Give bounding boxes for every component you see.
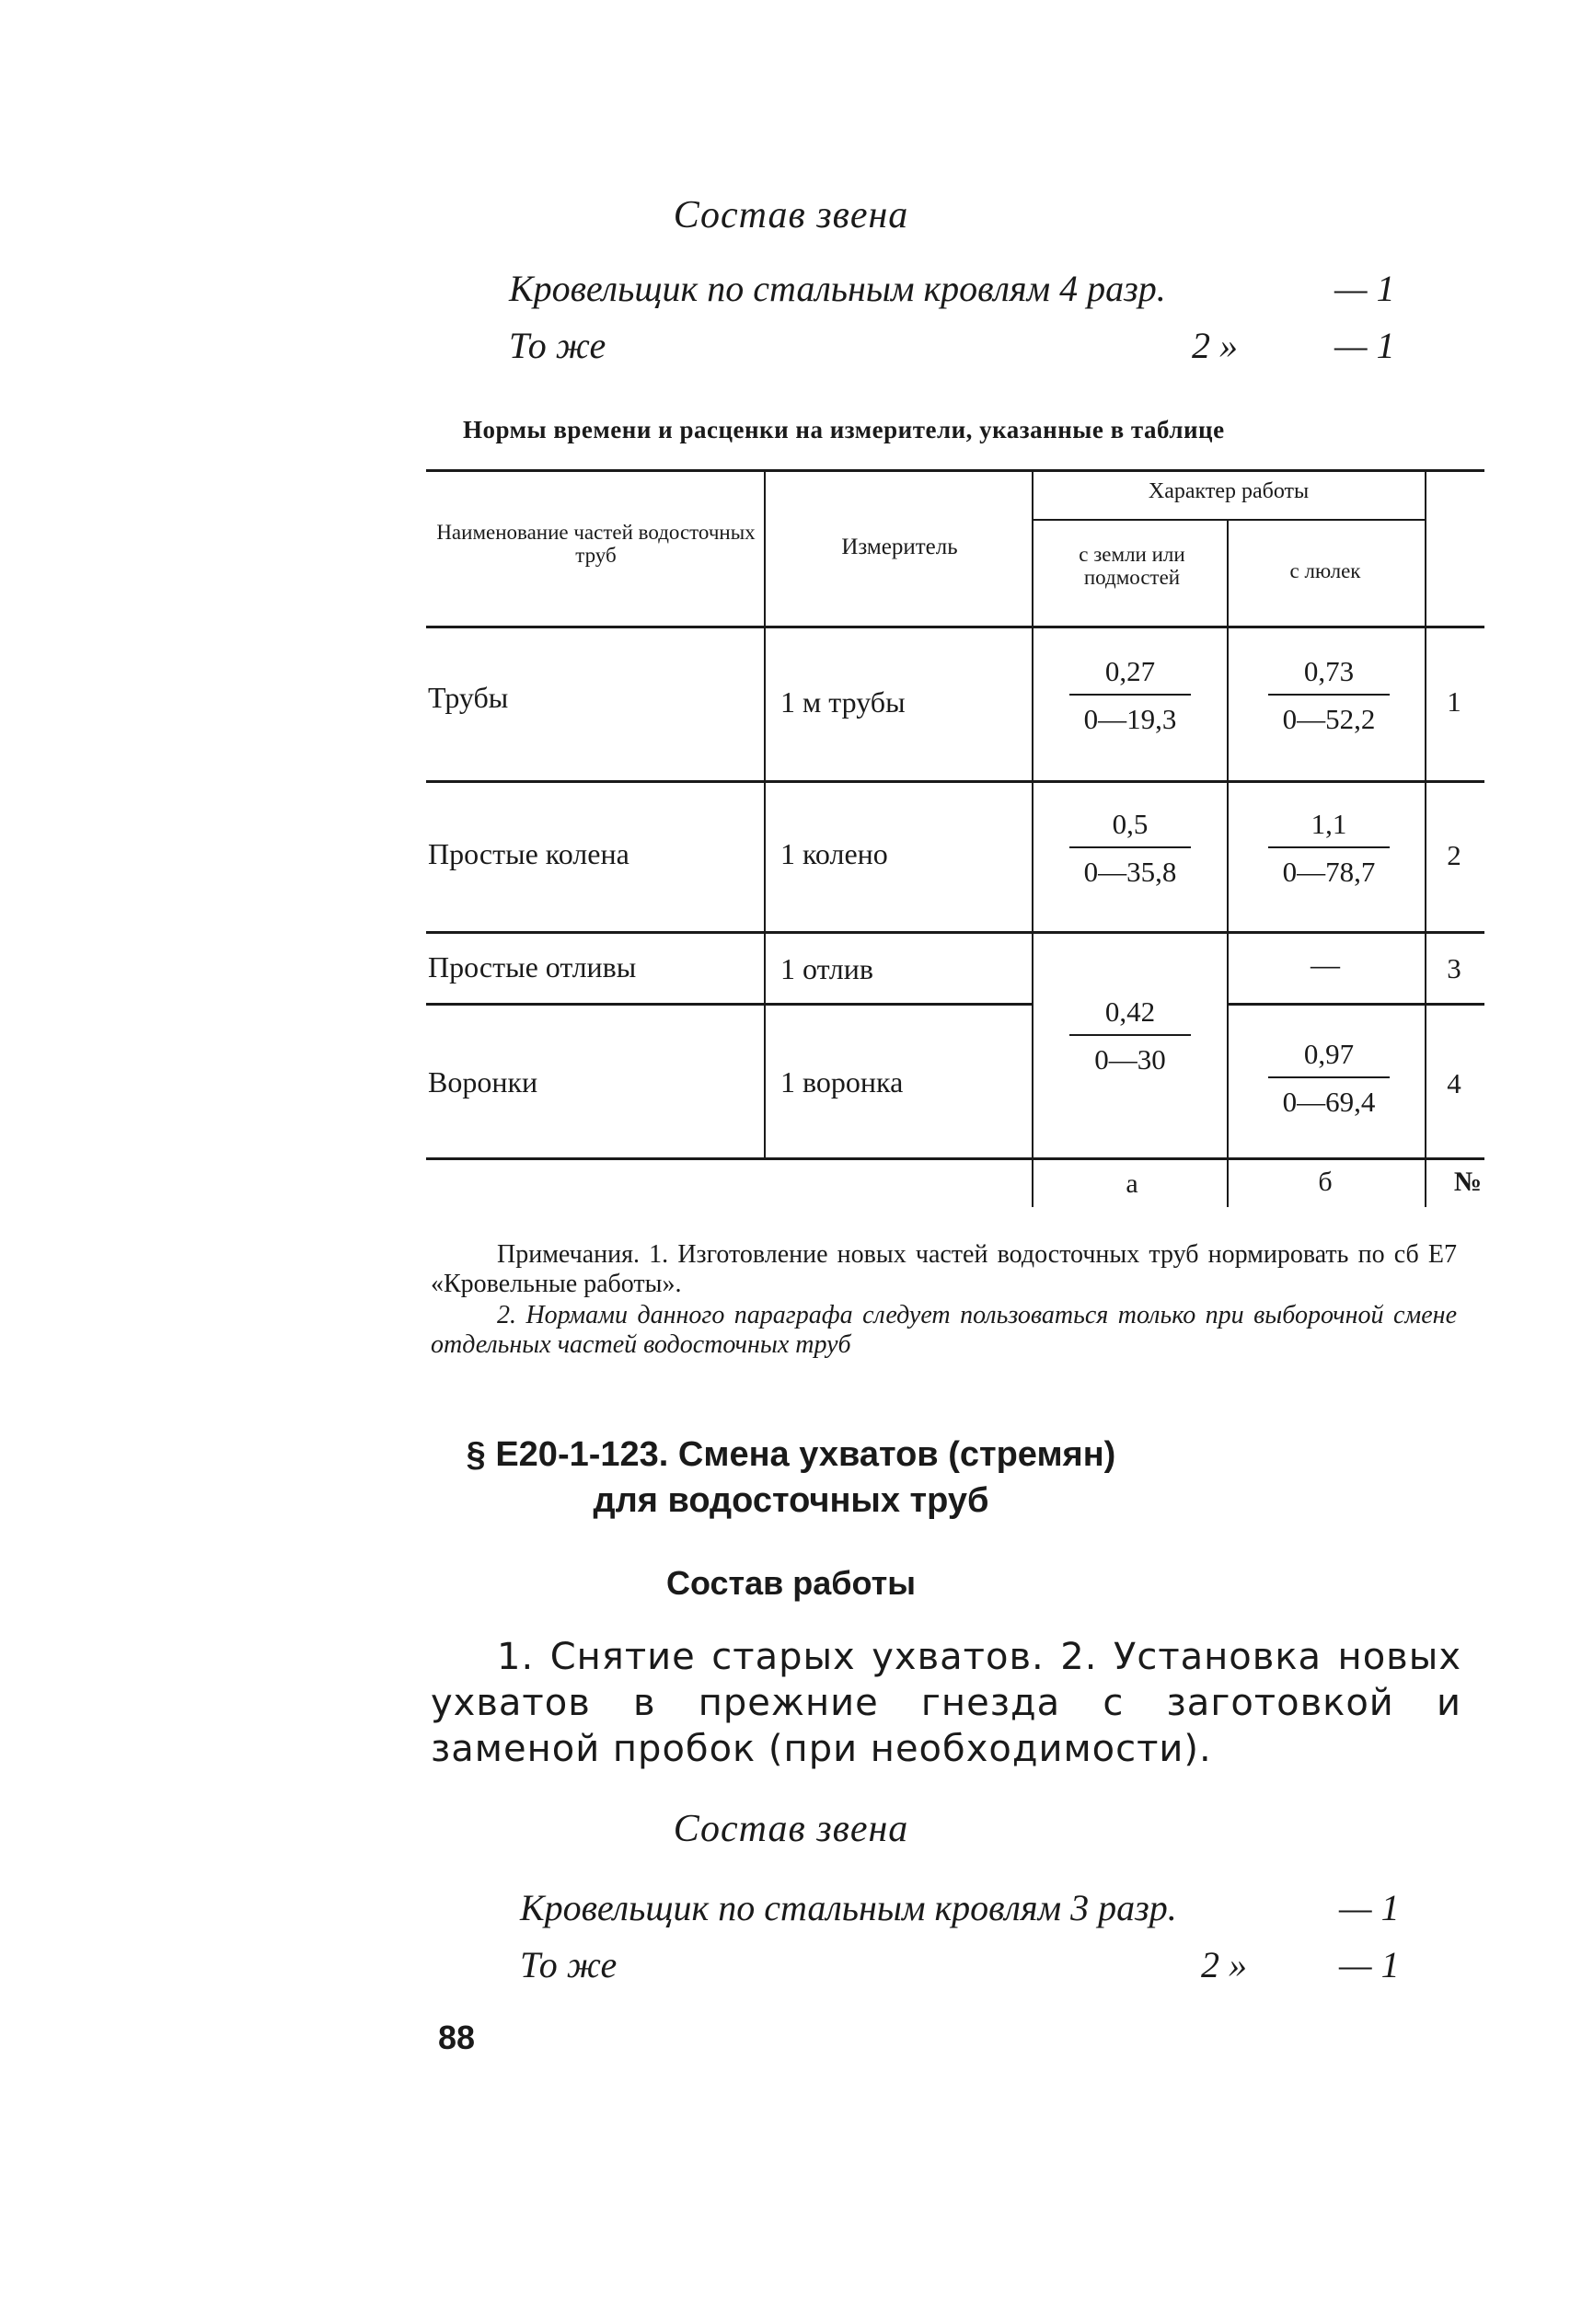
- row-2-rule: [426, 931, 1484, 934]
- row-1-rule: [426, 780, 1484, 783]
- work-type-rule: [1033, 519, 1425, 521]
- header-unit: Измеритель: [841, 535, 958, 559]
- row-3-rule-right: [1227, 1003, 1484, 1006]
- work-composition-title: Состав работы: [665, 1564, 917, 1602]
- row-1-col-a: [1057, 655, 1204, 736]
- row-2-col-b: [1255, 808, 1403, 889]
- row-4-col-b: [1255, 1038, 1403, 1119]
- row-2-number: 2: [1447, 839, 1461, 871]
- header-name: Наименование частей водосточных труб: [436, 521, 756, 567]
- rows-3-4-col-a: [1057, 995, 1204, 1076]
- row-3-name: Простые отливы: [428, 950, 637, 984]
- crew-bottom-row-1-label: Кровельщик по стальным кровлям 3 разр.: [520, 1887, 1177, 1928]
- row-1-number: 1: [1447, 685, 1461, 718]
- crew-bottom-row-2-count: — 1: [1339, 1944, 1400, 1985]
- row-2-name: Простые колена: [428, 837, 629, 870]
- col-rule-3: [1227, 521, 1229, 1207]
- section-heading-line-1: § Е20-1-123. Смена ухватов (стремян): [466, 1435, 1116, 1474]
- col-key-a: а: [1126, 1168, 1138, 1199]
- row-2-col-a-den: 0—35,8: [1083, 856, 1177, 888]
- row-3-unit: 1 отлив: [780, 952, 873, 985]
- row-1-col-a-num: 0,27: [1104, 655, 1156, 687]
- header-work-type: Характер работы: [1148, 479, 1310, 503]
- crew-row-2-grade: 2 »: [1192, 325, 1238, 366]
- row-1-col-b-num: 0,73: [1303, 655, 1355, 687]
- header-col-b: с люлек: [1289, 559, 1361, 582]
- crew-bottom-row-2-label: То же: [520, 1944, 618, 1985]
- col-rule-4: [1425, 471, 1426, 1207]
- note-1: Примечания. 1. Изготовление новых частей водосточных труб нормировать по сб Е7 «Кровельные работы».: [431, 1240, 1457, 1298]
- crew-row-1-label: Кровельщик по стальным кровлям 4 разр.: [509, 268, 1166, 309]
- row-1-col-b: [1255, 655, 1403, 736]
- row-3-col-b-dash: —: [1311, 948, 1340, 981]
- row-4-number: 4: [1447, 1067, 1461, 1099]
- crew-row-1-count: — 1: [1334, 268, 1395, 309]
- crew-row-2-count: — 1: [1334, 325, 1395, 366]
- row-4-col-b-num: 0,97: [1303, 1038, 1355, 1070]
- row-3-number: 3: [1447, 952, 1461, 984]
- row-2-unit: 1 колено: [780, 837, 888, 870]
- header-bottom-rule: [426, 626, 1484, 628]
- rows-3-4-col-a-num: 0,42: [1104, 995, 1156, 1028]
- crew-title-bottom: Состав звена: [673, 1808, 909, 1850]
- row-3-rule-left: [426, 1003, 1033, 1006]
- rows-3-4-col-a-den: 0—30: [1094, 1043, 1166, 1076]
- col-rule-1: [764, 471, 766, 1157]
- note-2: 2. Нормами данного параграфа следует пользоваться только при выборочной смене отдельных частей водосточных труб: [431, 1301, 1457, 1359]
- table-bottom-rule: [426, 1157, 1484, 1160]
- crew-bottom-row-1-count: — 1: [1339, 1887, 1400, 1928]
- row-2-col-a-num: 0,5: [1112, 808, 1149, 840]
- row-4-unit: 1 воронка: [780, 1065, 904, 1099]
- crew-title-top: Состав звена: [673, 194, 909, 236]
- page-number: 88: [438, 2019, 476, 2056]
- row-2-col-a: [1057, 808, 1204, 889]
- row-1-col-b-den: 0—52,2: [1282, 703, 1376, 735]
- table-top-rule: [426, 469, 1484, 472]
- row-1-name: Трубы: [428, 681, 509, 714]
- row-1-unit: 1 м трубы: [780, 685, 906, 719]
- crew-row-2-label: То же: [509, 325, 606, 366]
- row-4-name: Воронки: [428, 1065, 538, 1099]
- col-rule-2: [1032, 471, 1033, 1207]
- crew-bottom-row-2-grade: 2 »: [1201, 1944, 1247, 1985]
- row-2-col-b-num: 1,1: [1311, 808, 1347, 840]
- col-key-b: б: [1318, 1167, 1333, 1197]
- col-key-number: №: [1453, 1167, 1483, 1197]
- section-heading-line-2: для водосточных труб: [593, 1481, 989, 1520]
- work-composition-text: 1. Снятие старых ухватов. 2. Установка новых ухватов в прежние гнезда с заготовкой и заменой пробок (при необходимости).: [431, 1636, 1461, 1770]
- row-2-col-b-den: 0—78,7: [1282, 856, 1376, 888]
- row-1-col-a-den: 0—19,3: [1083, 703, 1177, 735]
- header-col-a: с земли или подмостей: [1079, 543, 1185, 589]
- table-caption: Нормы времени и расценки на измерители, указанные в таблице: [463, 416, 1225, 443]
- row-4-col-b-den: 0—69,4: [1282, 1086, 1376, 1118]
